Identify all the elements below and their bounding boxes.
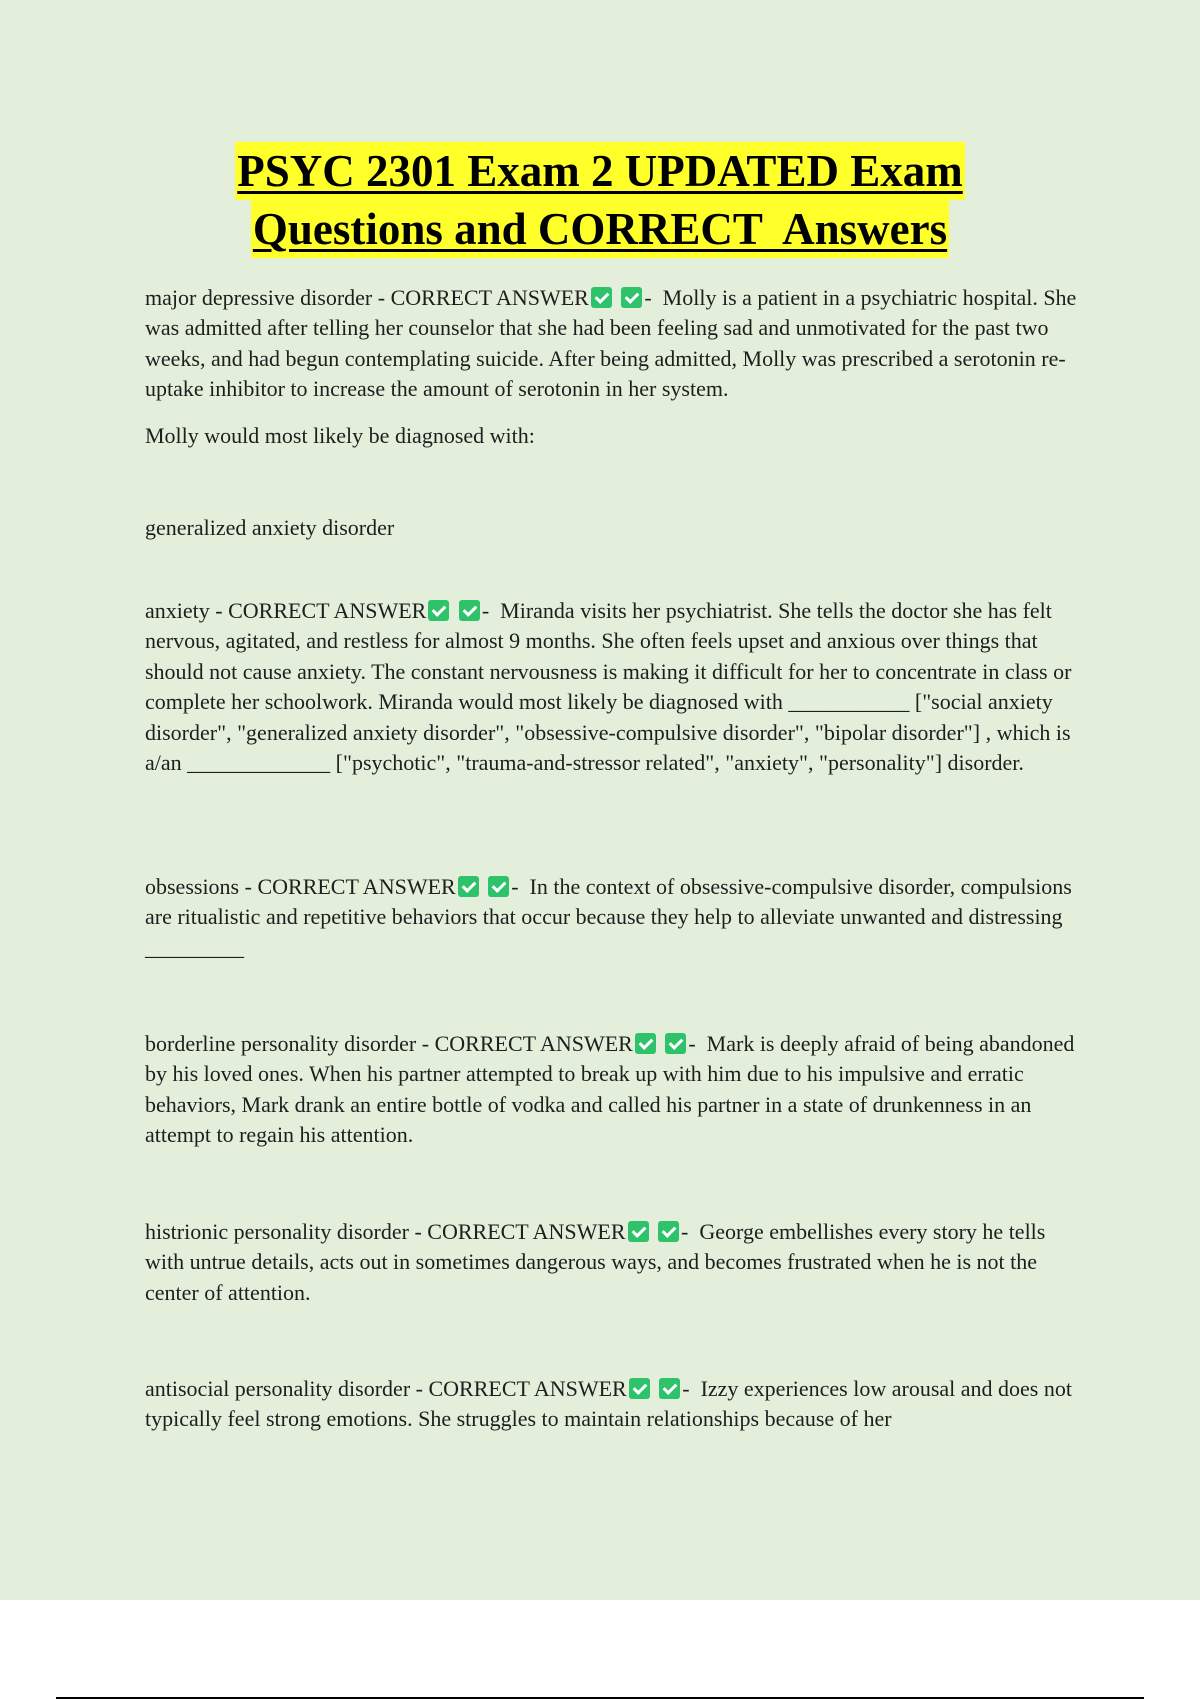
answer-term: obsessions: [145, 874, 240, 899]
question-text: Miranda visits her psychiatrist. She tells the doctor she has felt nervous, agitated, and restless for almost 9 months. She often feels upset and anxious over things that should not cause anxiety. The constant nervousness is making it difficult for her to concentrate in class or complete her schoolwork. Miranda would most likely be diagnosed with ___________ ["social anxiety disorder", "generalized anxiety disorder", "obsessive-compulsive disorder", "bipolar disorder"] , which is a/an _____________ ["psychotic", "trauma-and-stressor related", "anxiety", "personality"] disorder.: [145, 598, 1072, 776]
check-icon: [488, 876, 509, 897]
answer-term: major depressive disorder: [145, 285, 373, 310]
answer-term: borderline personality disorder: [145, 1031, 417, 1056]
check-icon: [458, 876, 479, 897]
page-divider: [56, 1697, 1144, 1699]
question-item: [145, 1029, 1085, 1151]
check-icon: [591, 287, 612, 308]
check-icon: [628, 1221, 649, 1242]
question-item: [145, 283, 1085, 543]
answer-term: anxiety: [145, 598, 210, 623]
check-icon: [659, 1378, 680, 1399]
question-text: In the context of obsessive-compulsive disorder, compulsions are ritualistic and repetitive behaviors that occur because they help to alleviate unwanted and distressing _________: [145, 874, 1072, 960]
check-icon: [635, 1033, 656, 1054]
question-paragraph: histrionic personality disorder - CORRECT ANSWER - George embellishes every story he tells with untrue details, acts out in sometimes dangerous ways, and becomes frustrated when he is not the center of attention.: [145, 1219, 1046, 1305]
question-text: George embellishes every story he tells with untrue details, acts out in sometimes dangerous ways, and becomes frustrated when he is not the center of attention.: [145, 1219, 1046, 1305]
correct-answer-label: CORRECT ANSWER: [390, 285, 589, 310]
question-text: Molly is a patient in a psychiatric hospital. She was admitted after telling her counselor that she had been feeling sad and unmotivated for the past two weeks, and had begun contemplating suicide. After being admitted, Molly was prescribed a serotonin re-uptake inhibitor to increase the amount of serotonin in her system.: [145, 285, 1077, 402]
question-item: [145, 596, 1085, 778]
check-icon: [629, 1378, 650, 1399]
check-icon: [459, 600, 480, 621]
document-title: [0, 142, 1200, 258]
question-text: Mark is deeply afraid of being abandoned by his loved ones. When his partner attempted to break up with him due to his impulsive and erratic behaviors, Mark drank an entire bottle of vodka and called his partner in a state of drunkenness in an attempt to regain his attention.: [145, 1031, 1075, 1148]
question-item: [145, 1217, 1085, 1308]
answer-term: antisocial personality disorder: [145, 1376, 411, 1401]
title-line-2: Questions and CORRECT Answers: [251, 200, 949, 258]
question-paragraph: anxiety - CORRECT ANSWER - Miranda visits her psychiatrist. She tells the doctor she has felt nervous, agitated, and restless for almost 9 months. She often feels upset and anxious over things that should not cause anxiety. The constant nervousness is making it difficult for her to concentrate in class or complete her schoolwork. Miranda would most likely be diagnosed with ___________ ["social anxiety disorder", "generalized anxiety disorder", "obsessive-compulsive disorder", "bipolar disorder"] , which is a/an _____________ ["psychotic", "trauma-and-stressor related", "anxiety", "personality"] disorder.: [145, 598, 1072, 776]
question-paragraph: obsessions - CORRECT ANSWER - In the context of obsessive-compulsive disorder, compulsions are ritualistic and repetitive behaviors that occur because they help to alleviate unwanted and distressing _________: [145, 874, 1072, 960]
question-paragraph: borderline personality disorder - CORRECT ANSWER - Mark is deeply afraid of being abandoned by his loved ones. When his partner attempted to break up with him due to his impulsive and erratic behaviors, Mark drank an entire bottle of vodka and called his partner in a state of drunkenness in an attempt to regain his attention.: [145, 1031, 1075, 1148]
check-icon: [658, 1221, 679, 1242]
question-item: [145, 1374, 1085, 1435]
question-paragraph: antisocial personality disorder - CORRECT ANSWER - Izzy experiences low arousal and does not typically feel strong emotions. She struggles to maintain relationships because of her: [145, 1376, 1072, 1432]
answer-option: generalized anxiety disorder: [145, 515, 395, 541]
correct-answer-label: CORRECT ANSWER: [228, 598, 427, 623]
question-paragraph: major depressive disorder - CORRECT ANSWER - Molly is a patient in a psychiatric hospital. She was admitted after telling her counselor that she had been feeling sad and unmotivated for the past two weeks, and had begun contemplating suicide. After being admitted, Molly was prescribed a serotonin re-uptake inhibitor to increase the amount of serotonin in her system.: [145, 285, 1077, 402]
correct-answer-label: CORRECT ANSWER: [257, 874, 456, 899]
check-icon: [665, 1033, 686, 1054]
question-follow-up: Molly would most likely be diagnosed with:: [145, 422, 535, 448]
question-item: [145, 872, 1085, 963]
question-text: Izzy experiences low arousal and does not typically feel strong emotions. She struggles to maintain relationships because of her: [145, 1376, 1072, 1432]
correct-answer-label: CORRECT ANSWER: [428, 1376, 627, 1401]
title-line-1: PSYC 2301 Exam 2 UPDATED Exam: [235, 142, 964, 200]
correct-answer-label: CORRECT ANSWER: [427, 1219, 626, 1244]
check-icon: [428, 600, 449, 621]
correct-answer-label: CORRECT ANSWER: [434, 1031, 633, 1056]
check-icon: [621, 287, 642, 308]
answer-term: histrionic personality disorder: [145, 1219, 409, 1244]
